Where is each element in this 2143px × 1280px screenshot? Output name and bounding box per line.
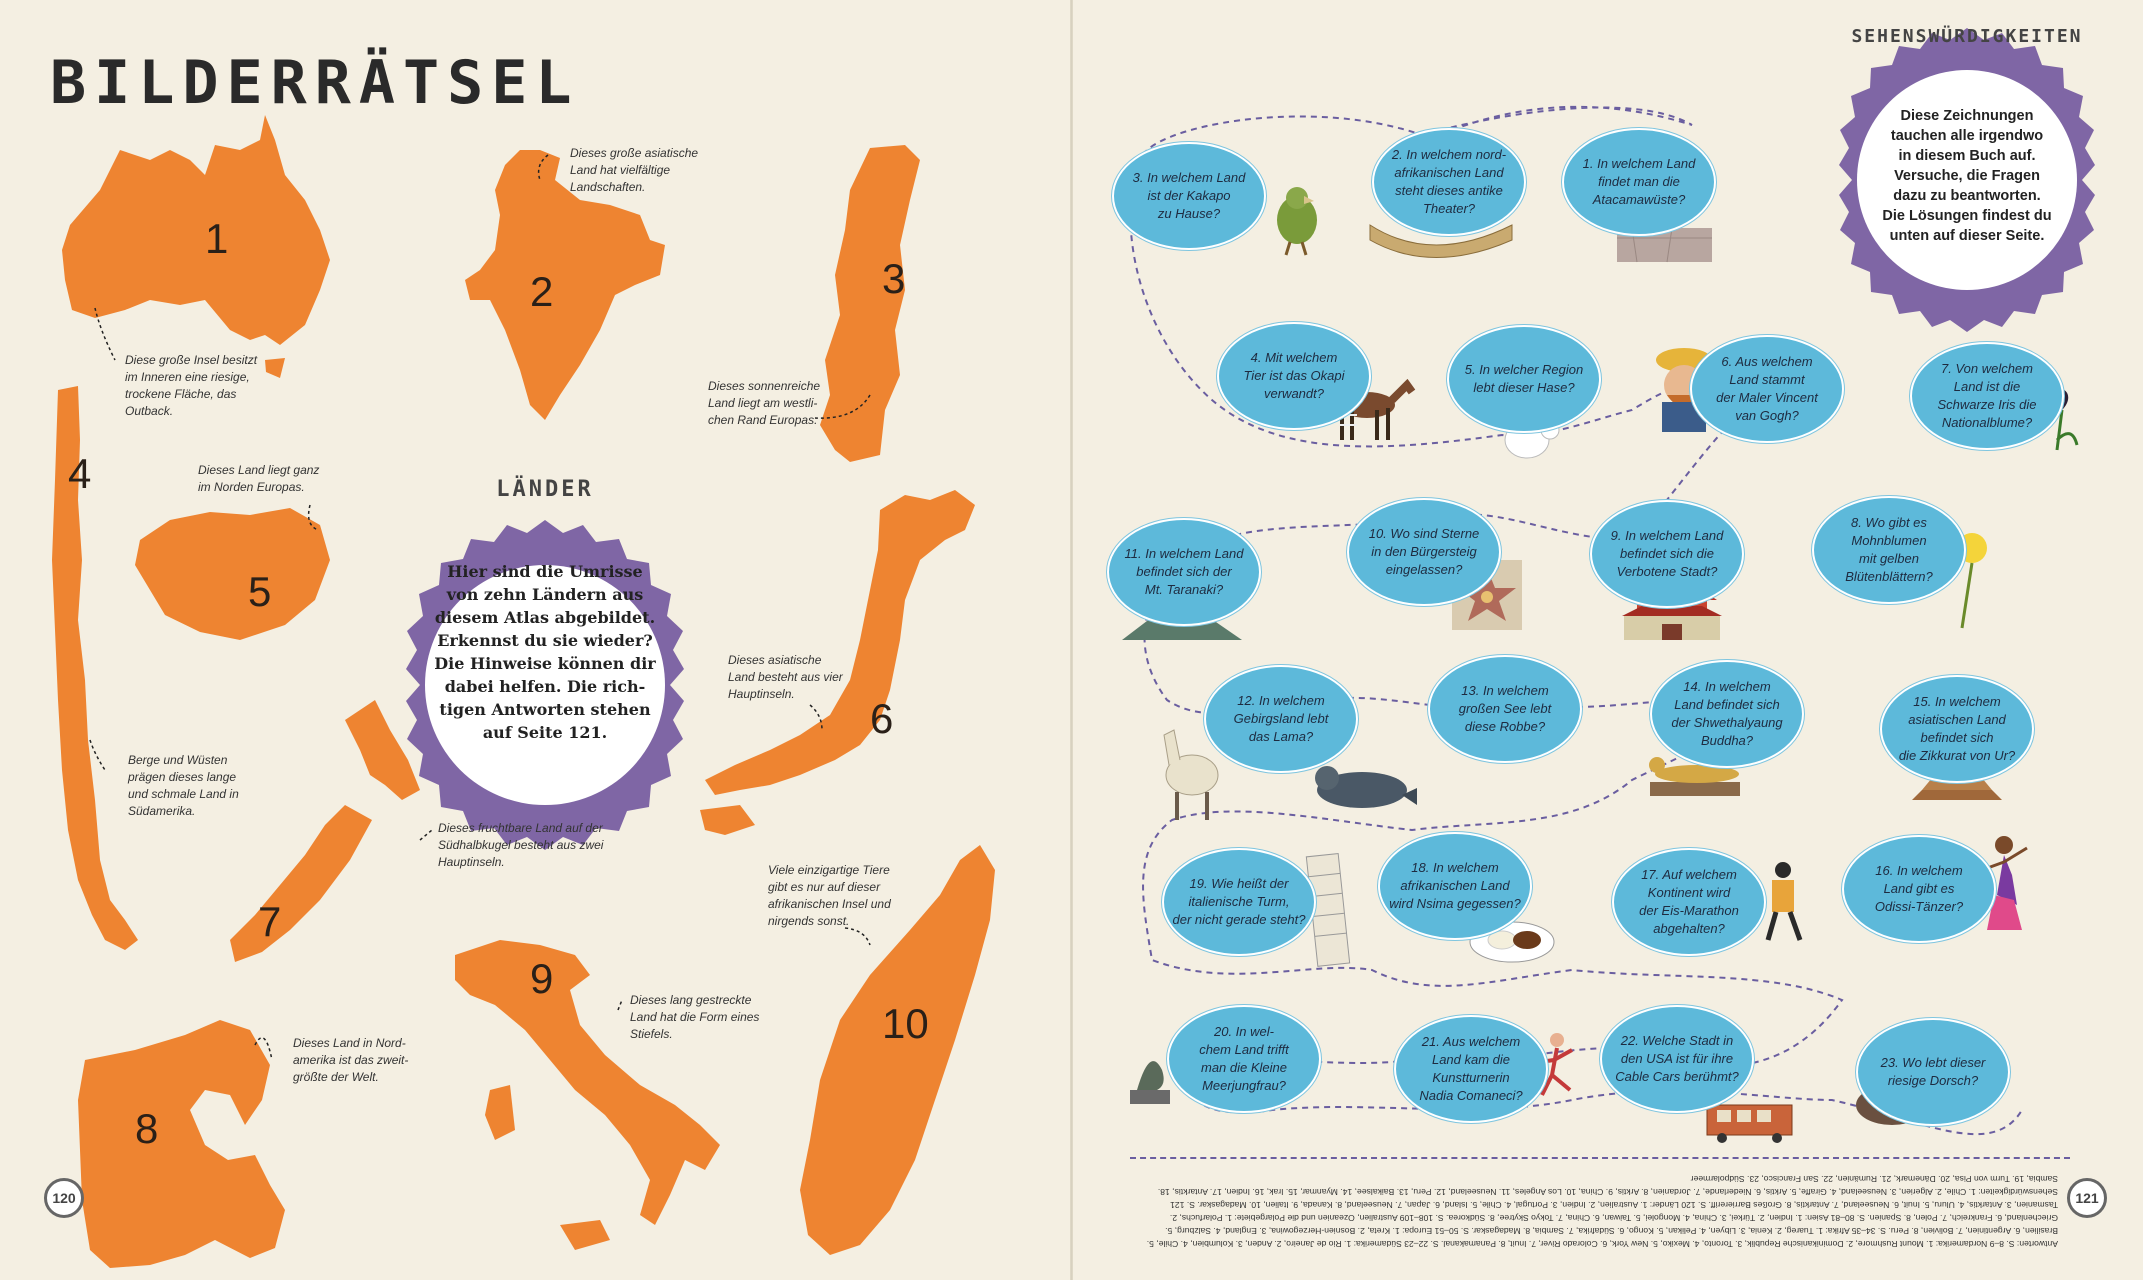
question-bubble-16: 16. In welchem Land gibt es Odissi-Tänzer?: [1842, 835, 1996, 943]
question-bubble-17: 17. Auf welchem Kontinent wird der Eis-Marathon abgehalten?: [1612, 848, 1766, 956]
country-shape-iceland: [135, 508, 330, 640]
question-bubble-22: 22. Welche Stadt in den USA ist für ihre Cable Cars berühmt?: [1600, 1005, 1754, 1113]
country-hint-4: Berge und Wüsten prägen dieses lange und schmale Land in Südamerika.: [128, 753, 239, 818]
page-number-left: 120: [44, 1178, 84, 1218]
page-title: BILDERRÄTSEL: [50, 48, 580, 118]
question-bubble-13: 13. In welchem großen See lebt diese Robbe?: [1428, 655, 1582, 763]
country-number-2: 2: [530, 268, 554, 315]
left-page: [0, 0, 1071, 1280]
question-bubble-15: 15. In welchem asiatischen Land befindet sich die Zikkurat von Ur?: [1880, 675, 2034, 783]
answers-divider: [1130, 1157, 2070, 1159]
answers-upside-down: Antworten: S. 8–9 Nordamerika: 1. Mount Rushmore, 2. Dominikanische Republik, 3. Toronto, 4. Mexiko, 5. New York, 6. Colorado River, 7. Inuit, 8. Panamakanal. S. 22–23 Südamerika: 1. Rio de Janeiro, 2. Anden, 3. Kolumbien, 4. Chile, 5. Brasilien, 6. Argentinien, 7. Bolivien, 8. Peru. S. 34–35 Afrika: 1. Tuareg, 2. Kenia, 3. Libyen, 4. Pelikan, 5. Kongo, 6. Südafrika, 7. Sambia, 8. Madagaskar. S. 50–51 Europa: 1. Kreta, 2. Bosnien-Herzegowina, 3. England, 4. Salzburg, 5. Griechenland, 6. Frankreich, 7. Polen, 8. Spanien. S. 80–81 Asien: 1. Indien, 2. Türkei, 3. China, 4. Mongolei, 5. Taiwan, 6. China, 7. Tokyo Skytree, 8. Südkorea. S. 108–109 Australien, Ozeanien und die Polargebiete: 1. Polarfuchs, 2. Tasmanien, 3. Antarktis, 4. Uluru, 5. Inuit, 6. Neuseeland, 7. Antarktis, 8. Großes Barriereriff. S. 120 Länder: 1. Australien, 2. Indien, 3. Portugal, 4. Chile, 5. Island, 6. Japan, 7. Neuseeland, 8. Kanada, 9. Italien, 10. Madagaskar. S. 121 Sehenswürdigkeiten: 1. Chile, 2. Algerien, 3. Neuseeland, 4. Giraffe, 5. Arktis, 6. Niederlande, 7. Jordanien, 8. Arktis, 9. China, 10. Los Angeles, 11. Neuseeland, 12. Peru, 13. Baikalsee, 14. Myanmar, 15. Irak, 16. Indien, 17. Antarktis, 18. Sambia, 19. Turm von Pisa, 20. Dänemark, 21. Rumänien, 22. San Francisco, 23. Südpolarmeer: [1146, 1174, 2058, 1249]
question-bubble-23: 23. Wo lebt dieser riesige Dorsch?: [1856, 1018, 2010, 1126]
question-bubble-5: 5. In welcher Region lebt dieser Hase?: [1447, 325, 1601, 433]
question-bubble-21: 21. Aus welchem Land kam die Kunstturnerin Nadia Comaneci?: [1394, 1015, 1548, 1123]
country-shape-japan: [705, 490, 975, 795]
country-hint-10: Viele einzigartige Tiere gibt es nur auf dieser afrikanischen Insel und nirgends sonst.: [768, 863, 891, 928]
kakapo-icon: [1277, 187, 1317, 255]
sehenswuerdigkeiten-label: SEHENSWÜRDIGKEITEN: [1851, 26, 2083, 47]
country-number-5: 5: [248, 568, 272, 615]
country-hint-1: Diese große Insel besitzt im Inneren eine riesige, trockene Fläche, das Outback.: [125, 353, 258, 418]
country-shape-chile: [52, 386, 138, 950]
country-hint-3: Dieses sonnenreiche Land liegt am westli- chen Rand Europas.: [708, 379, 821, 427]
marathon-runner-icon: [1768, 862, 1800, 940]
country-number-8: 8: [135, 1105, 159, 1152]
laender-label: LÄNDER: [496, 477, 594, 502]
question-bubble-10: 10. Wo sind Sterne in den Bürgersteig eingelassen?: [1347, 498, 1501, 606]
country-hint-9: Dieses lang gestreckte Land hat die Form eines Stiefels.: [630, 993, 760, 1041]
little-mermaid-icon: [1130, 1061, 1170, 1104]
question-bubble-18: 18. In welchem afrikanischen Land wird Nsima gegessen?: [1378, 832, 1532, 940]
country-number-10: 10: [882, 1000, 929, 1047]
country-number-7: 7: [258, 898, 282, 945]
country-hint-2: Dieses große asiatische Land hat vielfältige Landschaften.: [570, 146, 699, 194]
cable-car-icon: [1707, 1105, 1792, 1143]
country-hint-7: Dieses fruchtbare Land auf der Südhalbkugel besteht aus zwei Hauptinseln.: [438, 821, 604, 869]
question-bubble-19: 19. Wie heißt der italienische Turm, der nicht gerade steht?: [1162, 848, 1316, 956]
country-hint-6: Dieses asiatische Land besteht aus vier Hauptinseln.: [728, 653, 843, 701]
country-number-9: 9: [530, 955, 554, 1002]
question-bubble-6: 6. Aus welchem Land stammt der Maler Vincent van Gogh?: [1690, 335, 1844, 443]
laender-description: Hier sind die Umrisse von zehn Ländern aus diesem Atlas abgebildet. Erkennst du sie wieder? Die Hinweise können dir dabei helfen. Die rich- tigen Antworten stehen auf Seite 121.: [434, 562, 656, 742]
question-bubble-2: 2. In welchem nord- afrikanischen Land steht dieses antike Theater?: [1372, 128, 1526, 236]
question-bubble-9: 9. In welchem Land befindet sich die Verbotene Stadt?: [1590, 500, 1744, 608]
seal-icon: [1315, 766, 1417, 808]
question-bubble-7: 7. Von welchem Land ist die Schwarze Iris die Nationalblume?: [1910, 342, 2064, 450]
country-shape-italy: [455, 940, 720, 1225]
country-shape-canada: [78, 1020, 285, 1268]
sehenswuerdigkeiten-description: Diese Zeichnungen tauchen alle irgendwo in diesem Buch auf. Versuche, die Fragen dazu zu beantworten. Die Lösungen findest du unten auf dieser Seite.: [1882, 108, 2052, 244]
right-page: [1072, 0, 2143, 1280]
country-number-6: 6: [870, 695, 894, 742]
question-bubble-4: 4. Mit welchem Tier ist das Okapi verwandt?: [1217, 322, 1371, 430]
question-bubble-1: 1. In welchem Land findet man die Atacamawüste?: [1562, 128, 1716, 236]
country-shape-australia: [62, 115, 330, 345]
question-bubble-20: 20. In wel- chem Land trifft man die Kleine Meerjungfrau?: [1167, 1005, 1321, 1113]
country-hint-5: Dieses Land liegt ganz im Norden Europas.: [198, 463, 320, 494]
country-hint-8: Dieses Land in Nord- amerika ist das zweit- größte der Welt.: [293, 1036, 409, 1084]
question-bubble-3: 3. In welchem Land ist der Kakapo zu Hause?: [1112, 142, 1266, 250]
page-number-right: 121: [2067, 1178, 2107, 1218]
question-bubble-11: 11. In welchem Land befindet sich der Mt. Taranaki?: [1107, 518, 1261, 626]
country-number-3: 3: [882, 255, 906, 302]
question-bubble-12: 12. In welchem Gebirgsland lebt das Lama?: [1204, 665, 1358, 773]
question-bubble-14: 14. In welchem Land befindet sich der Shwethalyaung Buddha?: [1650, 660, 1804, 768]
question-bubble-8: 8. Wo gibt es Mohnblumen mit gelben Blütenblättern?: [1812, 496, 1966, 604]
country-number-4: 4: [68, 450, 92, 497]
country-number-1: 1: [205, 215, 229, 262]
llama-icon: [1164, 730, 1218, 820]
